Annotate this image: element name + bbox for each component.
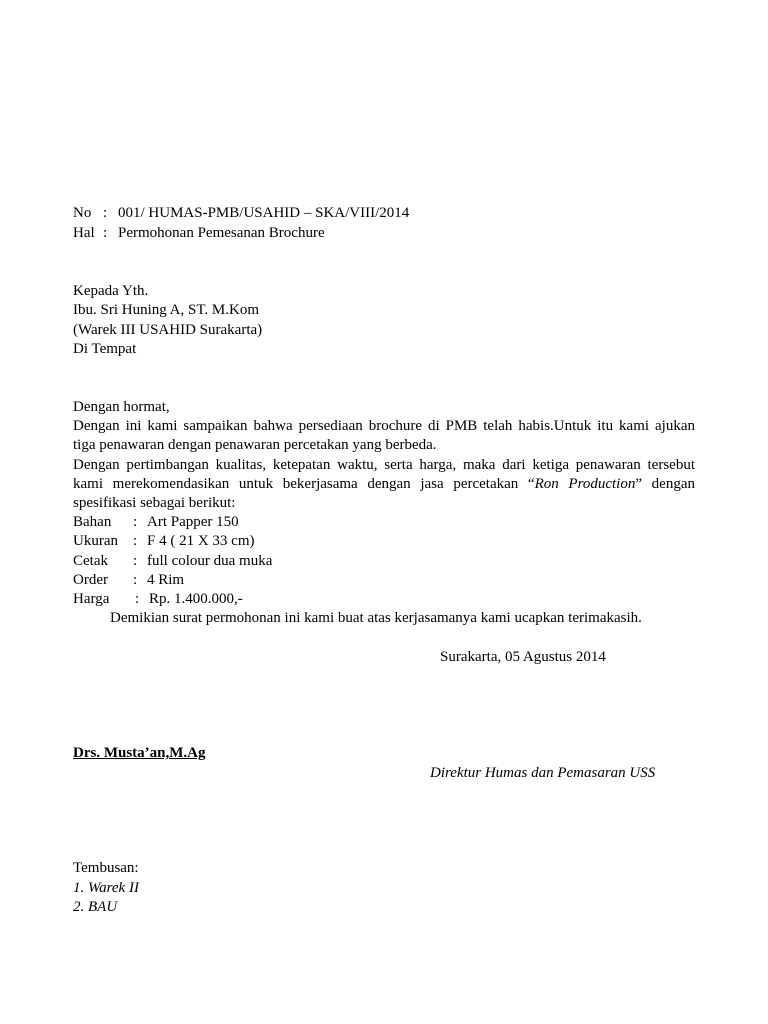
- recipient-line-3: (Warek III USAHID Surakarta): [73, 322, 263, 338]
- spec-value: 4 Rim: [147, 572, 185, 588]
- letter-subject-value: Permohonan Pemesanan Brochure: [118, 225, 325, 241]
- letter-number-label: No: [73, 205, 92, 221]
- greeting: Dengan hormat,: [73, 399, 170, 415]
- closing-sentence: Demikian surat permohonan ini kami buat atas kerjasamanya kami ucapkan terimakasih.: [110, 610, 642, 626]
- cc-heading: Tembusan:: [73, 860, 139, 876]
- spec-value: Art Papper 150: [147, 514, 239, 530]
- spec-row: Cetak : full colour dua muka: [73, 553, 273, 569]
- letter-number-value: 001/ HUMAS-PMB/USAHID – SKA/VIII/2014: [118, 205, 410, 221]
- signatory-name: Drs. Musta’an,M.Ag: [73, 745, 206, 761]
- place-date: Surakarta, 05 Agustus 2014: [440, 649, 606, 665]
- paragraph-1-line-1: Dengan ini kami sampaikan bahwa persediaan brochure di PMB telah habis.Untuk itu kami ajukan: [73, 418, 695, 434]
- paragraph-2-line-2: [73, 475, 695, 494]
- cc-item: 2. BAU: [73, 899, 118, 915]
- spec-row: Order : 4 Rim: [73, 572, 185, 588]
- spec-label: Order: [73, 572, 108, 588]
- paragraph-1-line-2: tiga penawaran dengan penawaran percetakan yang berbeda.: [73, 437, 437, 453]
- letter-subject-label: Hal: [73, 225, 95, 241]
- spec-row: Ukuran : F 4 ( 21 X 33 cm): [73, 533, 255, 549]
- cc-item: 1. Warek II: [73, 880, 139, 896]
- recipient-line-2: Ibu. Sri Huning A, ST. M.Kom: [73, 302, 259, 318]
- spec-row: Bahan : Art Papper 150: [73, 514, 239, 530]
- spec-value: Rp. 1.400.000,-: [149, 591, 243, 607]
- vendor-name: Ron Production: [534, 476, 636, 492]
- spec-value: full colour dua muka: [147, 553, 273, 569]
- spec-label: Cetak: [73, 553, 108, 569]
- spec-label: Ukuran: [73, 533, 118, 549]
- signatory-title: Direktur Humas dan Pemasaran USS: [430, 765, 656, 781]
- recipient-line-1: Kepada Yth.: [73, 283, 149, 299]
- spec-row: Harga : Rp. 1.400.000,-: [73, 591, 243, 607]
- paragraph-2-line-2-pre: kami merekomendasikan untuk bekerjasama dengan jasa percetakan “: [73, 476, 535, 492]
- spec-label: Harga: [73, 591, 110, 607]
- spec-label: Bahan: [73, 514, 112, 530]
- spec-value: F 4 ( 21 X 33 cm): [147, 533, 255, 549]
- paragraph-2-line-1: Dengan pertimbangan kualitas, ketepatan waktu, serta harga, maka dari ketiga penawaran tersebut: [73, 457, 695, 473]
- paragraph-2-line-2-post: ” dengan: [635, 476, 695, 492]
- letter-number-line: No : 001/ HUMAS-PMB/USAHID – SKA/VIII/2014: [73, 205, 410, 221]
- letter-subject-line: Hal : Permohonan Pemesanan Brochure: [73, 225, 325, 241]
- paragraph-2-line-3: spesifikasi sebagai berikut:: [73, 495, 236, 511]
- recipient-line-4: Di Tempat: [73, 341, 137, 357]
